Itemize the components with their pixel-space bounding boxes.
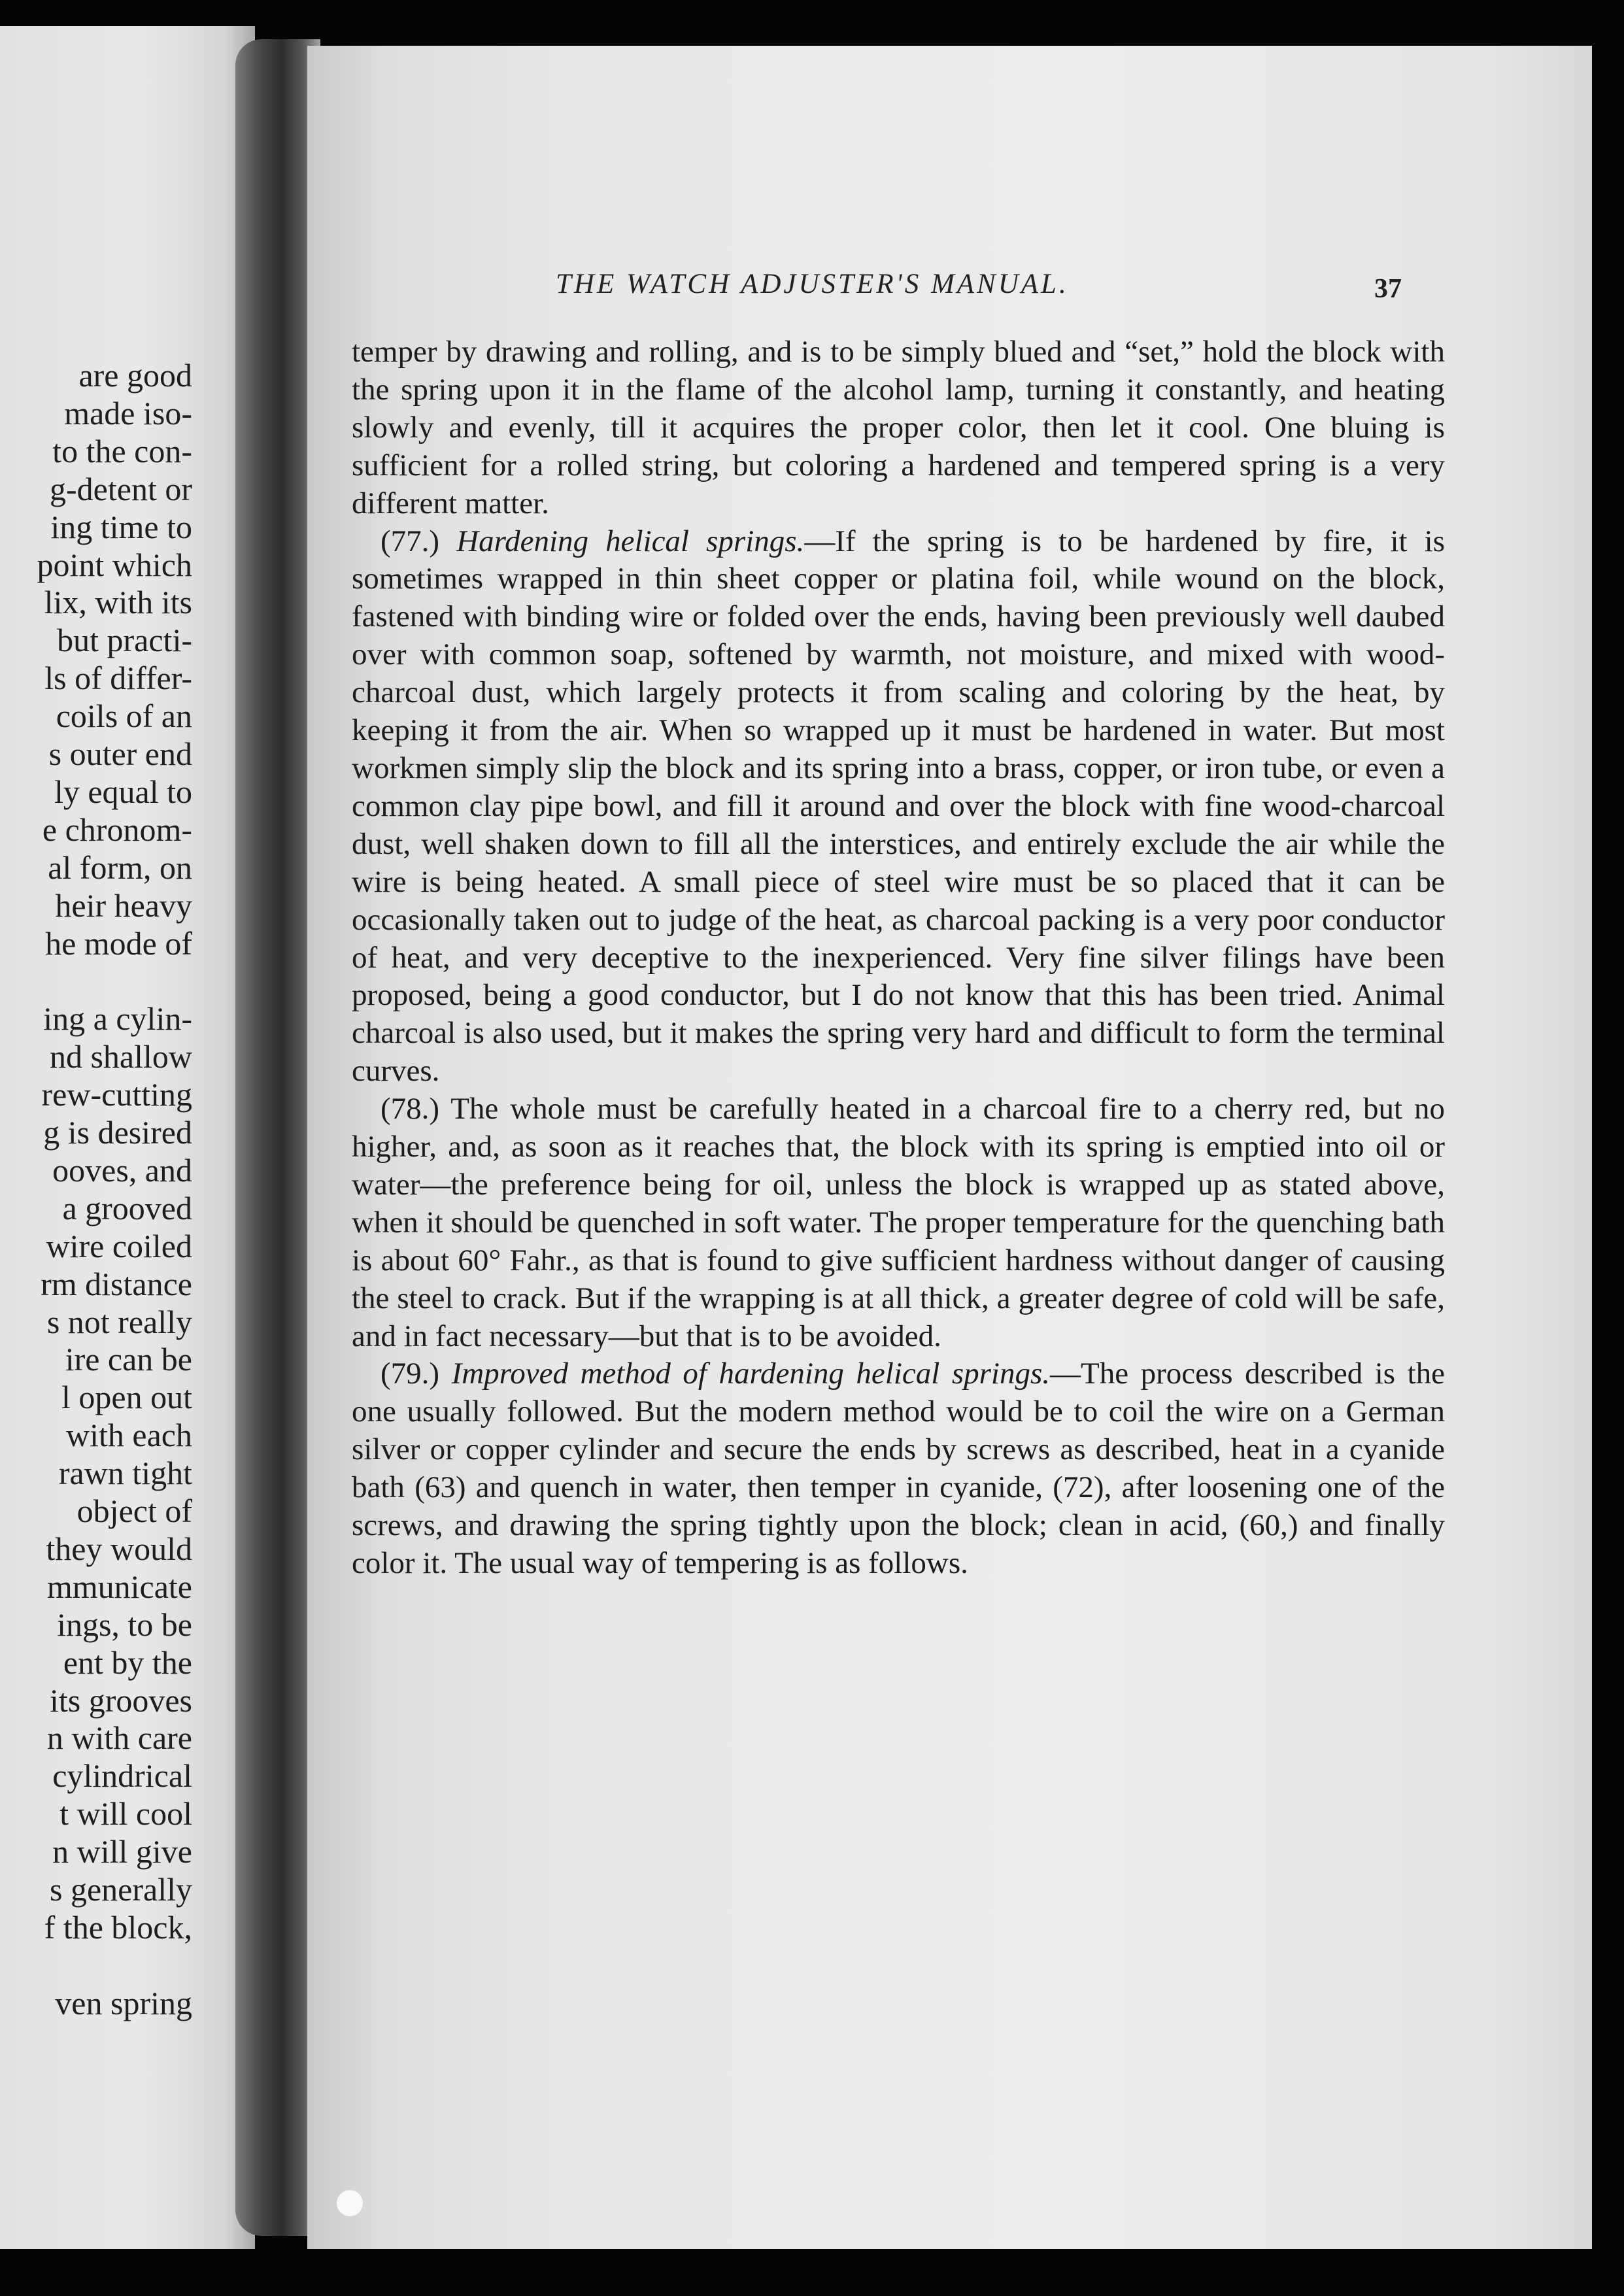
left-page-line: rew-cutting — [41, 1076, 192, 1113]
left-page-line: s outer end — [48, 735, 192, 772]
left-page-line: nd shallow — [49, 1038, 192, 1075]
paragraph-78 — [352, 1090, 1445, 1355]
left-page-line: coils of an — [56, 698, 192, 735]
left-page-line: lix, with its — [44, 584, 192, 621]
paragraph-text: —If the spring is to be hardened by fire, it is sometimes wrapped in thin sheet copper or platina foil, while wound on the block, fastened with binding wire or folded over the ends, having been previously well daubed over with common soap, softened by warmth, not moisture, and mixed with wood-charcoal dust, which largely protects it from scaling and coloring by the heat, by keeping it from the air. When so wrapped up it must be hardened in water. But most workmen simply slip the block and its spring into a brass, copper, or iron tube, or even a common clay pipe bowl, and fill it around and over the block with fine wood-charcoal dust, well shaken down to fill all the interstices, and entirely exclude the air while the wire is being heated. A small piece of steel wire must be so placed that it can be occasionally taken out to judge of the heat, as charcoal packing is a very poor conductor of heat, and very deceptive to the inexperienced. Very fine silver filings have been proposed, being a good conductor, but I do not know that this has been tried. Animal charcoal is also used, but it makes the spring very hard and difficult to form the terminal curves. — [352, 524, 1445, 1089]
left-page-line: point which — [37, 546, 192, 583]
left-page-line: ven spring — [55, 1984, 192, 2021]
scan-blemish — [337, 2190, 363, 2216]
left-page-line: ings, to be — [57, 1606, 192, 1643]
running-head: THE WATCH ADJUSTER'S MANUAL. — [556, 269, 1069, 299]
paragraph-title: Hardening helical springs. — [456, 524, 805, 558]
main-page — [307, 46, 1592, 2249]
paragraph-77 — [352, 523, 1445, 1091]
left-page-line: s not really — [46, 1303, 192, 1340]
body-text — [352, 333, 1445, 1583]
left-page-line: to the con- — [52, 432, 192, 469]
left-page-line: f the block, — [44, 1908, 192, 1946]
left-page-line: n will give — [52, 1833, 192, 1870]
page-number: 37 — [1374, 274, 1402, 304]
left-page-line: t will cool — [59, 1795, 192, 1832]
paragraph-text: temper by drawing and rolling, and is to be simply blued and “set,” hold the block with the spring upon it in the flame of the alcohol lamp, turning it constantly, and heating slowly and evenly, till it acquires the proper color, then let it cool. One bluing is sufficient for a rolled string, but coloring a hardened and tempered spring is a very different matter. — [352, 335, 1445, 520]
left-page-line: ooves, and — [52, 1151, 192, 1189]
left-page-line: he mode of — [45, 924, 192, 962]
left-page-line: are good — [78, 357, 192, 394]
left-page-line: g is desired — [43, 1114, 192, 1151]
left-page-line: but practi- — [57, 622, 192, 659]
paragraph-text: —The process described is the one usually followed. But the modern method would be to coil the wire on a German silver or copper cylinder and secure the ends by screws as described, heat in a cyanide bath (63) and quench in water, then temper in cyanide, (72), after loosening one of the screws, and drawing the spring tightly upon the block; clean in acid, (60,) and finally color it. The usual way of tempering is as follows. — [352, 1357, 1446, 1580]
left-page-line: n with care — [46, 1719, 192, 1757]
left-page-line: ly equal to — [54, 773, 192, 810]
left-page-line: l open out — [61, 1379, 192, 1416]
left-page-line: object of — [76, 1493, 192, 1529]
left-page-line: ing a cylin- — [43, 1000, 192, 1038]
left-page-line: g-detent or — [50, 470, 192, 507]
left-page-line: a grooved — [62, 1189, 192, 1226]
left-page-line: ent by the — [63, 1644, 192, 1681]
paragraph-continuation — [352, 333, 1445, 523]
left-page-line: they would — [46, 1530, 192, 1567]
left-page-line: cylindrical — [52, 1757, 192, 1795]
paragraph-number: (77.) — [381, 524, 440, 558]
left-page-line: e chronom- — [42, 811, 192, 848]
paragraph-number: (78.) — [381, 1092, 440, 1126]
left-page-line: ls of differ- — [44, 660, 192, 697]
left-facing-page — [0, 26, 255, 2249]
left-page-line: rawn tight — [58, 1455, 192, 1492]
left-page-line: mmunicate — [46, 1568, 192, 1605]
left-page-line: wire coiled — [46, 1227, 192, 1264]
left-page-line: s generally — [50, 1871, 192, 1908]
paragraph-number: (79.) — [381, 1357, 440, 1391]
left-page-line: ing time to — [50, 508, 192, 545]
left-page-line: with each — [66, 1417, 192, 1454]
left-page-line: made iso- — [64, 394, 192, 431]
paragraph-text: The whole must be carefully heated in a charcoal fire to a cherry red, but no higher, and, as soon as it reaches that, the block with its spring is emptied into oil or water—the preference being for oil, unless the block is wrapped up as stated above, when it should be quenched in soft water. The proper temperature for the quenching bath is about 60° Fahr., as that is found to give sufficient hardness without danger of causing the steel to crack. But if the wrapping is at all thick, a greater degree of cold will be safe, and in fact necessary—but that is to be avoided. — [352, 1092, 1445, 1353]
paragraph-title: Improved method of hardening helical springs. — [451, 1357, 1051, 1391]
left-page-line: rm distance — [41, 1265, 192, 1302]
left-page-line: ire can be — [65, 1341, 192, 1378]
left-page-line: al form, on — [48, 849, 192, 886]
paragraph-79 — [352, 1355, 1445, 1582]
left-page-line: its grooves — [49, 1681, 192, 1719]
left-page-line: heir heavy — [55, 886, 192, 924]
